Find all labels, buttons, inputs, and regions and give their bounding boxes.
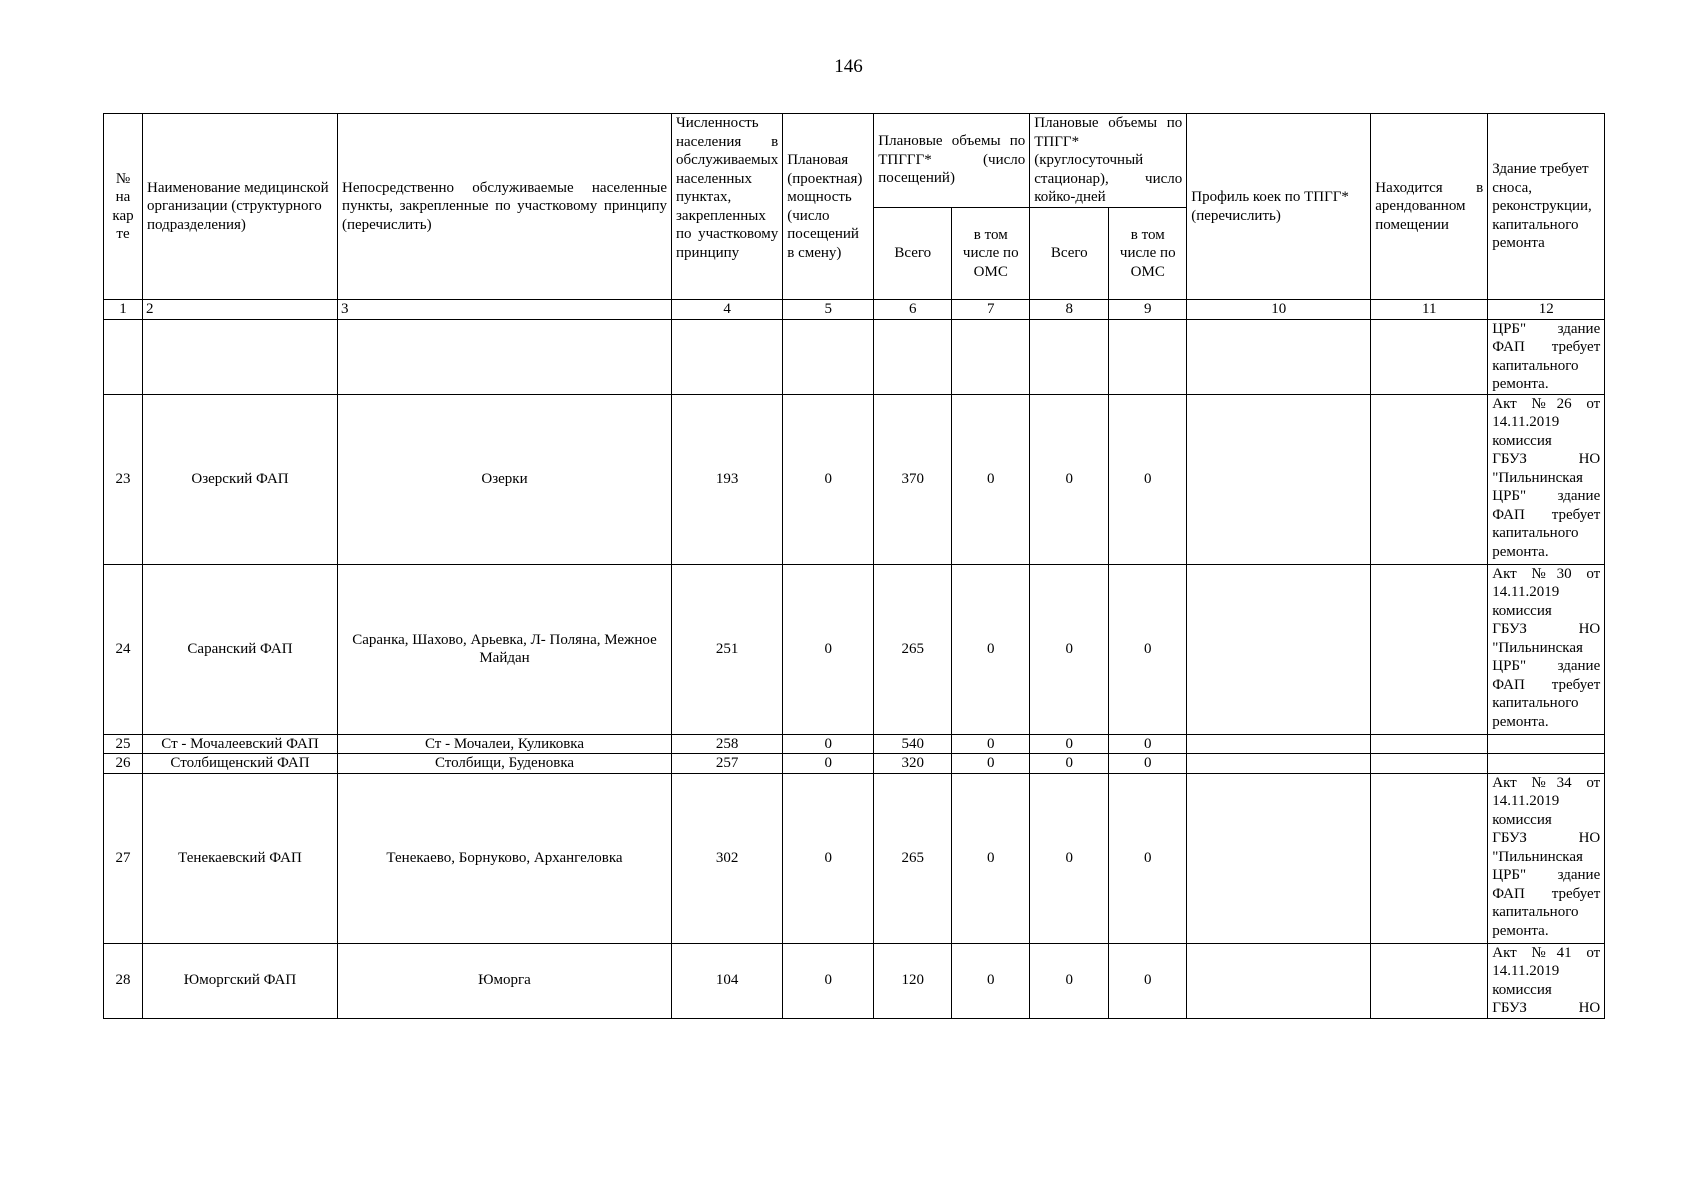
note-line: ФАП требует <box>1492 885 1601 902</box>
beds-oms: 0 <box>1109 754 1187 774</box>
note-line: ГБУЗ НО <box>1492 621 1601 637</box>
visits-total: 120 <box>874 943 952 1018</box>
note-line: комиссия <box>1492 602 1552 619</box>
note-line: Акт №34 от <box>1492 774 1601 791</box>
note-line: 14.11.2019 <box>1492 793 1560 809</box>
population: 302 <box>672 773 783 943</box>
beds-total: 0 <box>1030 734 1109 754</box>
visits-oms: 0 <box>952 734 1030 754</box>
organization-name <box>143 319 338 394</box>
row-number: 23 <box>104 394 143 564</box>
column-number: 6 <box>874 300 952 320</box>
planned-capacity: 0 <box>783 734 874 754</box>
row-number: 28 <box>104 943 143 1018</box>
visits-oms <box>952 319 1030 394</box>
visits-total <box>874 319 952 394</box>
beds-total: 0 <box>1030 564 1109 734</box>
column-number: 4 <box>672 300 783 320</box>
note-line: ФАП требует <box>1492 339 1601 355</box>
note-line: ремонта. <box>1492 543 1549 560</box>
visits-total: 320 <box>874 754 952 774</box>
column-number: 10 <box>1187 300 1371 320</box>
note-line: ГБУЗ НО <box>1492 1000 1601 1016</box>
header-col-building-state: Здание требует сноса, реконструкции, капитального ремонта <box>1488 114 1605 300</box>
note-line: ЦРБ" здание <box>1492 320 1601 337</box>
visits-total: 540 <box>874 734 952 754</box>
rented-premises <box>1371 754 1488 774</box>
visits-oms: 0 <box>952 394 1030 564</box>
table-row <box>104 943 1605 1018</box>
rented-premises <box>1371 943 1488 1018</box>
table-row <box>104 319 1605 394</box>
header-col-number: № на кар те <box>104 114 143 300</box>
beds-total: 0 <box>1030 754 1109 774</box>
row-number <box>104 319 143 394</box>
table-row <box>104 734 1605 754</box>
facilities-table <box>103 113 1605 1019</box>
planned-capacity: 0 <box>783 564 874 734</box>
population <box>672 319 783 394</box>
building-state-note <box>1488 943 1605 1018</box>
bed-profile <box>1187 734 1371 754</box>
visits-oms: 0 <box>952 564 1030 734</box>
visits-oms: 0 <box>952 773 1030 943</box>
beds-total: 0 <box>1030 394 1109 564</box>
table-row <box>104 754 1605 774</box>
note-line: ГБУЗ НО <box>1492 830 1601 846</box>
visits-oms: 0 <box>952 754 1030 774</box>
population: 104 <box>672 943 783 1018</box>
beds-total <box>1030 319 1109 394</box>
header-col-visits-plan: Плановые объемы по ТПГГГ* (число посещений) <box>874 114 1030 208</box>
rented-premises <box>1371 319 1488 394</box>
note-line: ЦРБ" здание <box>1492 488 1601 504</box>
table-body <box>104 319 1605 1018</box>
header-col-beds-oms: в том числе по ОМС <box>1109 208 1187 300</box>
note-line: Акт №30 от <box>1492 565 1601 582</box>
population: 258 <box>672 734 783 754</box>
note-line: комиссия <box>1492 432 1552 449</box>
note-line: Акт №41 от <box>1492 944 1601 961</box>
header-col-places: Непосредственно обслуживаемые населенные пункты, закрепленные по участковому принципу (перечислить) <box>338 114 672 300</box>
note-line: ЦРБ" здание <box>1492 658 1601 674</box>
organization-name: Ст - Мочалеевский ФАП <box>143 734 338 754</box>
planned-capacity: 0 <box>783 773 874 943</box>
column-number: 5 <box>783 300 874 320</box>
note-line: "Пильнинская <box>1492 469 1583 486</box>
column-number: 1 <box>104 300 143 320</box>
row-number: 27 <box>104 773 143 943</box>
table-row <box>104 773 1605 943</box>
bed-profile <box>1187 319 1371 394</box>
column-number: 3 <box>338 300 672 320</box>
planned-capacity: 0 <box>783 943 874 1018</box>
note-line: ГБУЗ НО <box>1492 451 1601 467</box>
column-number: 12 <box>1488 300 1605 320</box>
served-places: Тенекаево, Борнуково, Архангеловка <box>338 773 672 943</box>
building-state-note <box>1488 394 1605 564</box>
visits-total: 265 <box>874 773 952 943</box>
bed-profile <box>1187 773 1371 943</box>
beds-total: 0 <box>1030 773 1109 943</box>
note-line: ФАП требует <box>1492 676 1601 693</box>
planned-capacity: 0 <box>783 754 874 774</box>
note-line: "Пильнинская <box>1492 848 1583 865</box>
building-state-note <box>1488 564 1605 734</box>
rented-premises <box>1371 564 1488 734</box>
note-line: ЦРБ" здание <box>1492 867 1601 883</box>
note-line: 14.11.2019 <box>1492 584 1560 600</box>
building-state-note <box>1488 754 1605 774</box>
served-places: Ст - Мочалеи, Куликовка <box>338 734 672 754</box>
header-col-visits-total: Всего <box>874 208 952 300</box>
note-line: ремонта. <box>1492 922 1549 939</box>
organization-name: Озерский ФАП <box>143 394 338 564</box>
building-state-note <box>1488 773 1605 943</box>
note-line: Акт №26 от <box>1492 395 1601 412</box>
visits-total: 265 <box>874 564 952 734</box>
building-state-note <box>1488 734 1605 754</box>
column-number: 7 <box>952 300 1030 320</box>
header-col-population: Численность населения в обслуживаемых населенных пунктах, закрепленных по участковому принципу <box>672 114 783 300</box>
rented-premises <box>1371 394 1488 564</box>
header-col-bed-profile: Профиль коек по ТПГГ* (перечислить) <box>1187 114 1371 300</box>
organization-name: Саранский ФАП <box>143 564 338 734</box>
note-line: капитального <box>1492 525 1579 541</box>
column-number: 8 <box>1030 300 1109 320</box>
served-places <box>338 319 672 394</box>
header-col-beds-total: Всего <box>1030 208 1109 300</box>
population: 257 <box>672 754 783 774</box>
note-line: 14.11.2019 <box>1492 963 1560 979</box>
beds-total: 0 <box>1030 943 1109 1018</box>
bed-profile <box>1187 754 1371 774</box>
visits-total: 370 <box>874 394 952 564</box>
planned-capacity <box>783 319 874 394</box>
population: 251 <box>672 564 783 734</box>
header-col-visits-oms: в том числе по ОМС <box>952 208 1030 300</box>
note-line: комиссия <box>1492 981 1552 998</box>
header-col-rented: Находится в арендованном помещении <box>1371 114 1488 300</box>
note-line: капитального <box>1492 357 1579 374</box>
note-line: "Пильнинская <box>1492 639 1583 656</box>
note-line: капитального <box>1492 695 1579 711</box>
bed-profile <box>1187 943 1371 1018</box>
organization-name: Юморгский ФАП <box>143 943 338 1018</box>
header-col-capacity: Плановая (проектная) мощность (число посещений в смену) <box>783 114 874 300</box>
building-state-note <box>1488 319 1605 394</box>
rented-premises <box>1371 773 1488 943</box>
served-places: Озерки <box>338 394 672 564</box>
table-row <box>104 394 1605 564</box>
page-number: 146 <box>834 56 863 77</box>
column-number: 11 <box>1371 300 1488 320</box>
note-line: 14.11.2019 <box>1492 414 1560 430</box>
served-places: Саранка, Шахово, Арьевка, Л- Поляна, Межное Майдан <box>338 564 672 734</box>
beds-oms: 0 <box>1109 564 1187 734</box>
note-line: ремонта. <box>1492 713 1549 730</box>
beds-oms <box>1109 319 1187 394</box>
visits-oms: 0 <box>952 943 1030 1018</box>
note-line: ремонта. <box>1492 376 1549 392</box>
header-col-organization: Наименование медицинской организации (структурного подразделения) <box>143 114 338 300</box>
beds-oms: 0 <box>1109 394 1187 564</box>
planned-capacity: 0 <box>783 394 874 564</box>
beds-oms: 0 <box>1109 943 1187 1018</box>
population: 193 <box>672 394 783 564</box>
row-number: 26 <box>104 754 143 774</box>
served-places: Юморга <box>338 943 672 1018</box>
bed-profile <box>1187 564 1371 734</box>
note-line: комиссия <box>1492 811 1552 828</box>
table-header <box>104 114 1605 320</box>
row-number: 24 <box>104 564 143 734</box>
bed-profile <box>1187 394 1371 564</box>
served-places: Столбищи, Буденовка <box>338 754 672 774</box>
note-line: ФАП требует <box>1492 506 1601 523</box>
column-numbers-row <box>104 300 1605 320</box>
header-col-beds-plan: Плановые объемы по ТПГГ* (круглосуточный стационар), число койко-дней <box>1030 114 1187 208</box>
column-number: 2 <box>143 300 338 320</box>
rented-premises <box>1371 734 1488 754</box>
beds-oms: 0 <box>1109 734 1187 754</box>
organization-name: Столбищенский ФАП <box>143 754 338 774</box>
column-number: 9 <box>1109 300 1187 320</box>
note-line: капитального <box>1492 904 1579 920</box>
row-number: 25 <box>104 734 143 754</box>
organization-name: Тенекаевский ФАП <box>143 773 338 943</box>
table-row <box>104 564 1605 734</box>
beds-oms: 0 <box>1109 773 1187 943</box>
